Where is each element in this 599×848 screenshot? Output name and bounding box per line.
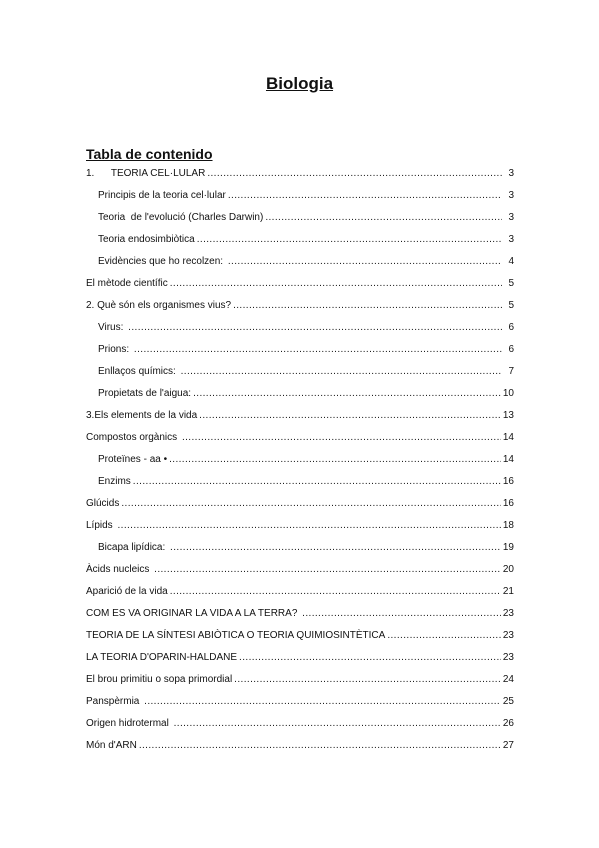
toc-page-number: 6 — [508, 344, 514, 355]
toc-entry[interactable] — [86, 494, 514, 510]
toc-entry[interactable] — [98, 252, 514, 268]
toc-page-number: 23 — [502, 630, 514, 641]
toc-dot-leader — [133, 476, 501, 488]
toc-dot-leader — [387, 630, 501, 642]
toc-dot-leader — [234, 674, 501, 686]
toc-page-number: 14 — [502, 432, 514, 443]
toc-heading: Tabla de contenido — [86, 146, 213, 162]
toc-entry-text: LA TEORIA D'OPARIN-HALDANE — [86, 652, 238, 663]
toc-entry-text: Proteïnes - aa • — [98, 454, 168, 465]
toc-page-number: 7 — [508, 366, 514, 377]
toc-entry-text: Enllaços químics: — [98, 366, 179, 377]
toc-dot-leader — [199, 410, 501, 422]
toc-page-number: 16 — [502, 498, 514, 509]
toc-page-number: 21 — [502, 586, 514, 597]
toc-page-number: 26 — [502, 718, 514, 729]
toc-dot-leader — [139, 740, 501, 752]
toc-page-number: 25 — [502, 696, 514, 707]
toc-page-number: 3 — [508, 234, 514, 245]
document-title: Biologia — [265, 74, 334, 93]
toc-page-number: 4 — [508, 256, 514, 267]
toc-entry-text: Glúcids — [86, 498, 120, 509]
toc-entry-text: Compostos orgànics — [86, 432, 180, 443]
toc-entry[interactable] — [86, 274, 514, 290]
toc-entry[interactable] — [98, 472, 514, 488]
toc-page-number: 13 — [502, 410, 514, 421]
toc-page-number: 3 — [508, 212, 514, 223]
toc-entry-text: Origen hidrotermal — [86, 718, 172, 729]
toc-entry[interactable] — [86, 714, 514, 730]
toc-page-number: 24 — [502, 674, 514, 685]
toc-entry[interactable] — [86, 296, 514, 312]
toc-dot-leader — [134, 344, 502, 356]
toc-dot-leader — [182, 432, 501, 444]
toc-dot-leader — [169, 454, 501, 466]
toc-entry[interactable] — [86, 582, 514, 598]
toc-entry[interactable] — [86, 670, 514, 686]
toc-entry-text: COM ES VA ORIGINAR LA VIDA A LA TERRA? — [86, 608, 301, 619]
toc-entry-text: Panspèrmia — [86, 696, 143, 707]
toc-page-number: 3 — [508, 168, 514, 179]
toc-entry[interactable] — [98, 538, 514, 554]
toc-page-number: 27 — [502, 740, 514, 751]
toc-entry-text: Bicapa lipídica: — [98, 542, 169, 553]
toc-dot-leader — [239, 652, 501, 664]
toc-dot-leader — [265, 212, 502, 224]
toc-entry[interactable] — [98, 340, 514, 356]
toc-entry[interactable] — [98, 362, 514, 378]
toc-dot-leader — [207, 168, 502, 180]
toc-entry[interactable] — [98, 186, 514, 202]
toc-entry[interactable] — [98, 450, 514, 466]
toc-entry[interactable] — [86, 604, 514, 620]
toc-entry[interactable] — [98, 318, 514, 334]
toc-dot-leader — [302, 608, 501, 620]
toc-entry[interactable] — [86, 560, 514, 576]
toc-entry[interactable] — [86, 736, 514, 752]
toc-page-number: 5 — [508, 278, 514, 289]
toc-page-number: 23 — [502, 608, 514, 619]
toc-entry[interactable] — [86, 692, 514, 708]
toc-dot-leader — [117, 520, 500, 532]
toc-entry-text: Virus: — [98, 322, 127, 333]
toc-entry-text: Propietats de l'aigua: — [98, 388, 192, 399]
toc-dot-leader — [170, 586, 501, 598]
toc-entry-text: Principis de la teoria cel·lular — [98, 190, 226, 201]
toc-dot-leader — [170, 542, 501, 554]
toc-dot-leader — [228, 190, 502, 202]
toc-entry-text: El mètode científic — [86, 278, 168, 289]
toc-dot-leader — [233, 300, 502, 312]
toc-dot-leader — [170, 278, 502, 290]
toc-entry-text: El brou primitiu o sopa primordial — [86, 674, 233, 685]
toc-dot-leader — [228, 256, 502, 268]
toc-dot-leader — [154, 564, 501, 576]
toc-entry[interactable] — [98, 384, 514, 400]
toc-entry[interactable] — [86, 428, 514, 444]
toc-page-number: 16 — [502, 476, 514, 487]
toc-page-number: 10 — [502, 388, 514, 399]
toc-page-number: 14 — [502, 454, 514, 465]
toc-entry-text: Àcids nucleics — [86, 564, 153, 575]
toc-entry-text: Món d'ARN — [86, 740, 137, 751]
toc-dot-leader — [128, 322, 502, 334]
toc-page-number: 20 — [502, 564, 514, 575]
toc-entry-text: Aparició de la vida — [86, 586, 168, 597]
toc-page-number: 19 — [502, 542, 514, 553]
toc-entry[interactable] — [98, 208, 514, 224]
toc-page-number: 18 — [502, 520, 514, 531]
toc-entry[interactable] — [86, 406, 514, 422]
toc-entry[interactable] — [86, 516, 514, 532]
toc-page-number: 23 — [502, 652, 514, 663]
toc-entry-text: Prions: — [98, 344, 132, 355]
toc-dot-leader — [174, 718, 501, 730]
toc-entry-text: 1. TEORIA CEL·LULAR — [86, 168, 206, 179]
toc-entry[interactable] — [98, 230, 514, 246]
toc-dot-leader — [121, 498, 501, 510]
toc-entry-text: 2. Què són els organismes vius? — [86, 300, 232, 311]
toc-entry-text: Teoria endosimbiòtica — [98, 234, 195, 245]
toc-dot-leader — [197, 234, 502, 246]
toc-entry[interactable] — [86, 648, 514, 664]
toc-entry-text: Evidències que ho recolzen: — [98, 256, 226, 267]
toc-entry-text: Lípids — [86, 520, 116, 531]
toc-entry-text: TEORIA DE LA SÍNTESI ABIÒTICA O TEORIA QUIMIOSINTÈTICA — [86, 630, 386, 641]
toc-page-number: 3 — [508, 190, 514, 201]
toc-entry-text: 3.Els elements de la vida — [86, 410, 198, 421]
toc-entry[interactable] — [86, 164, 514, 180]
toc-entry-text: Enzims — [98, 476, 131, 487]
toc-page-number: 6 — [508, 322, 514, 333]
toc-dot-leader — [193, 388, 501, 400]
toc-entry-text: Teoria de l'evolució (Charles Darwin) — [98, 212, 264, 223]
toc-entry[interactable] — [86, 626, 514, 642]
toc-dot-leader — [144, 696, 501, 708]
toc-page-number: 5 — [508, 300, 514, 311]
toc-dot-leader — [181, 366, 502, 378]
